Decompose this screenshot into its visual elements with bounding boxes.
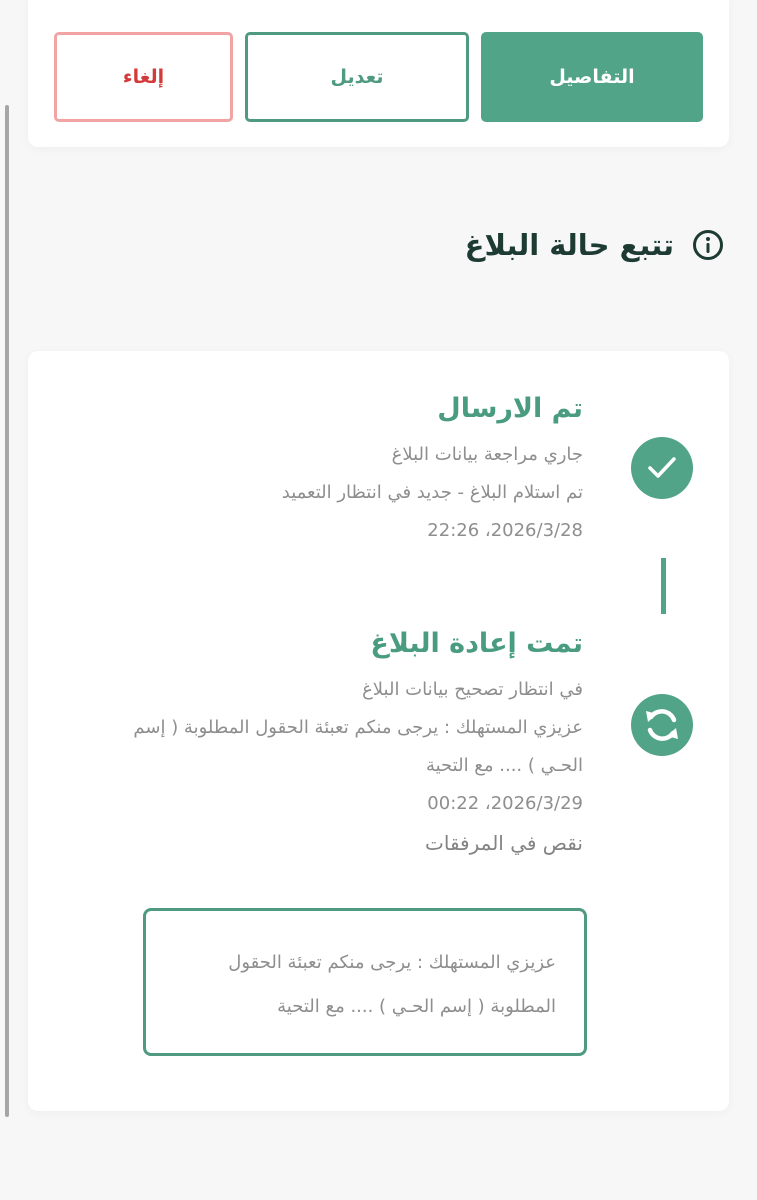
timeline-card [28, 351, 729, 1111]
note-box [143, 908, 587, 1056]
details-button[interactable]: التفاصيل [481, 32, 703, 122]
step-title: تم الارسال [437, 393, 583, 424]
step-status: في انتظار تصحيح بيانات البلاغ [362, 679, 583, 700]
cancel-button[interactable]: إلغاء [54, 32, 233, 122]
step-title: تمت إعادة البلاغ [370, 628, 583, 659]
refresh-icon [631, 694, 693, 756]
timeline-step-sent [282, 393, 583, 550]
info-icon[interactable] [692, 229, 724, 261]
tracking-title: تتبع حالة البلاغ [464, 228, 674, 262]
edit-button[interactable]: تعديل [245, 32, 469, 122]
scrollbar[interactable] [5, 105, 9, 1117]
note-line: عزيزي المستهلك : يرجى منكم تعبئة الحقول [228, 952, 556, 973]
timeline-step-returned [133, 628, 583, 855]
tracking-header [465, 228, 724, 262]
actions-card [28, 0, 729, 147]
timeline-connector [661, 558, 666, 614]
step-timestamp: 2026/3/28، 22:26 [427, 520, 583, 541]
step-description-cont: الحـي ) .... مع التحية [425, 755, 583, 776]
step-timestamp: 2026/3/29، 00:22 [427, 793, 583, 814]
step-description: عزيزي المستهلك : يرجى منكم تعبئة الحقول المطلوبة ( إسم [133, 717, 583, 738]
step-reason: نقص في المرفقات [425, 831, 583, 855]
step-description: تم استلام البلاغ - جديد في انتظار التعميد [281, 482, 583, 503]
note-line: المطلوبة ( إسم الحـي ) .... مع التحية [277, 996, 556, 1017]
check-icon [631, 437, 693, 499]
step-status: جاري مراجعة بيانات البلاغ [391, 444, 583, 465]
